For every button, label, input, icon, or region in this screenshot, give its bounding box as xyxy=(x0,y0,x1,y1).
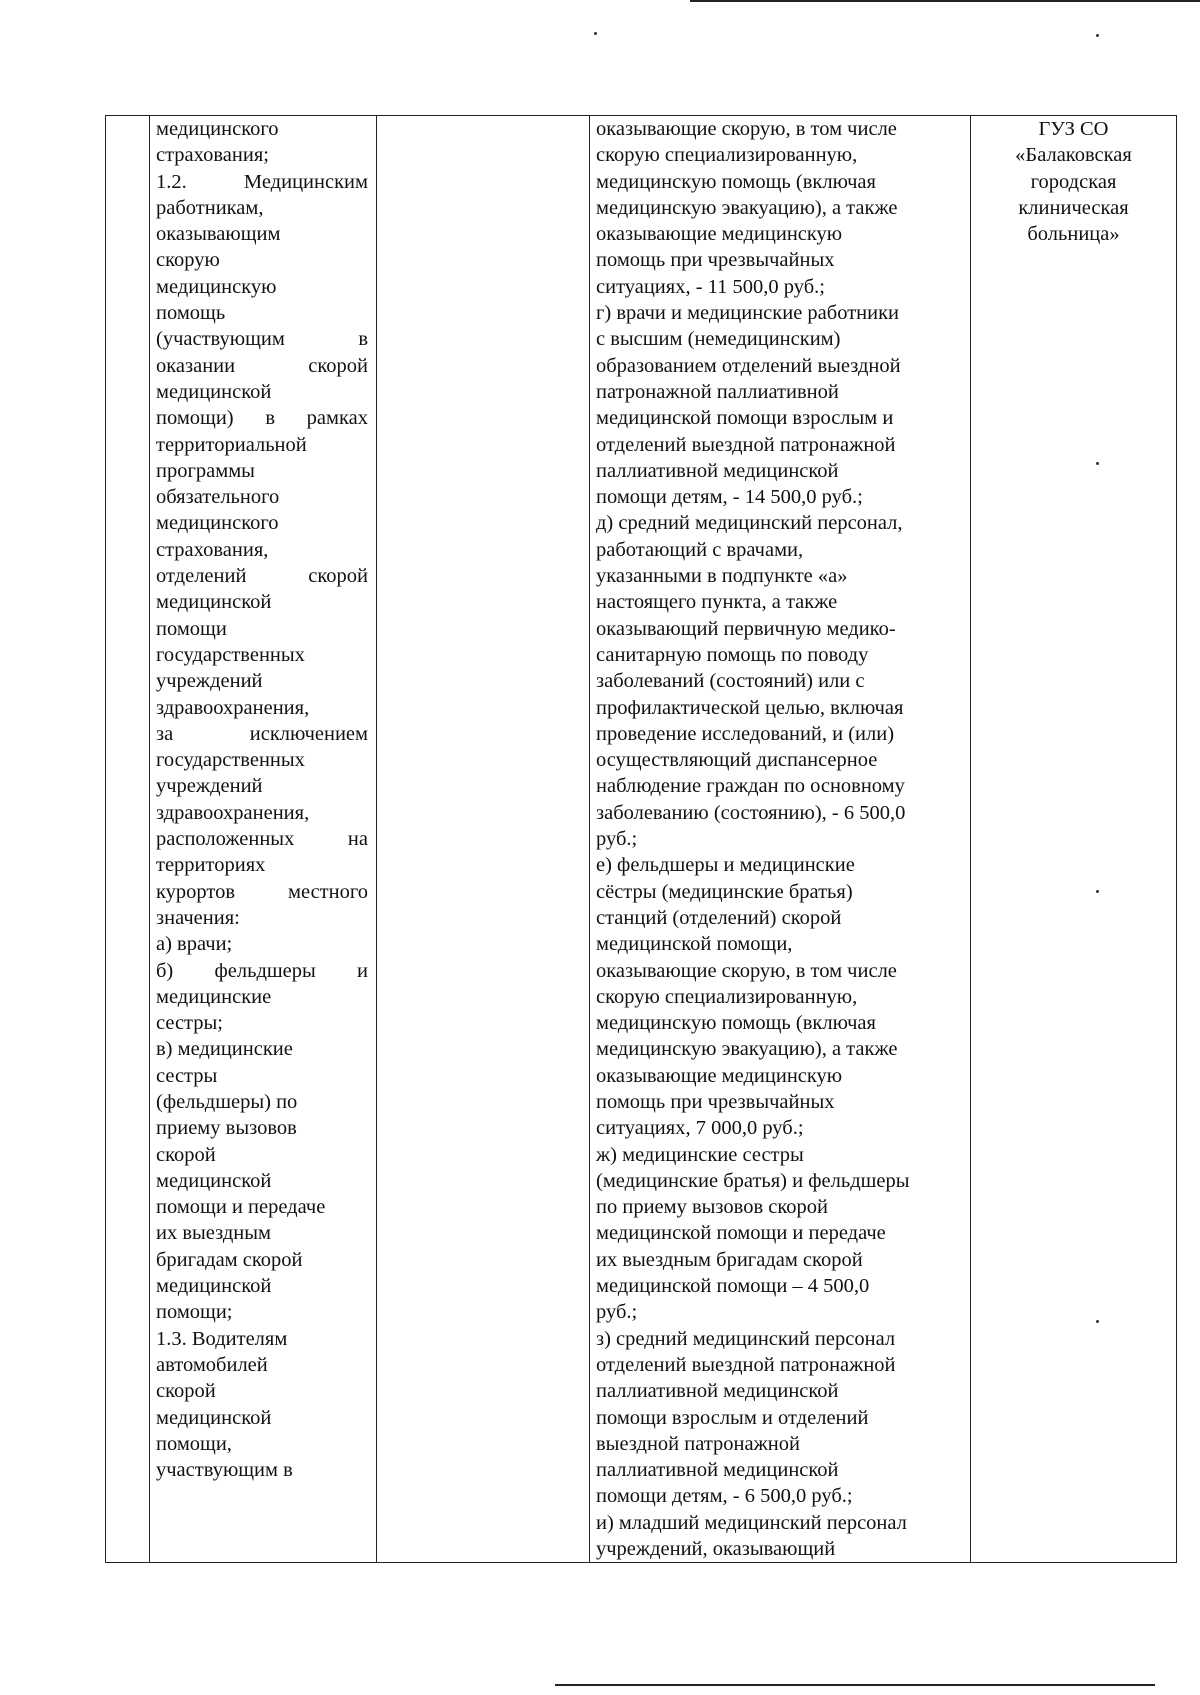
scan-artifact-bottom-line xyxy=(555,1684,1155,1686)
text-line: государственных xyxy=(156,749,305,772)
text-line: обязательного xyxy=(156,486,280,509)
text-word: местного xyxy=(287,880,368,903)
text-line: помощи детям, - 6 500,0 руб.; xyxy=(596,1485,853,1508)
text-line xyxy=(156,958,368,984)
text-line: ситуациях, 7 000,0 руб.; xyxy=(596,1117,804,1140)
text-line: значения: xyxy=(156,906,240,929)
text-line: медицинской помощи – 4 500,0 xyxy=(596,1275,870,1298)
text-line: их выездным бригадам скорой xyxy=(596,1248,863,1271)
text-line: сёстры (медицинские братья) xyxy=(596,880,853,903)
text-line: е) фельдшеры и медицинские xyxy=(596,854,855,877)
text-line: осуществляющий диспансерное xyxy=(596,749,878,772)
text-line: территориальной xyxy=(156,433,307,456)
text-line: настоящего пункта, а также xyxy=(596,591,838,614)
text-line: здравоохранения, xyxy=(156,801,310,824)
text-line: проведение исследований, и (или) xyxy=(596,722,895,745)
text-line: медицинской xyxy=(156,1275,272,1298)
organization-text xyxy=(971,116,1176,247)
table-cell-organization xyxy=(971,116,1177,1563)
text-word: помощи) xyxy=(156,407,234,430)
text-line: д) средний медицинский персонал, xyxy=(596,512,903,535)
table-cell-empty xyxy=(377,116,590,1563)
text-line: работающий с врачами, xyxy=(596,538,804,561)
text-line: з) средний медицинский персонал xyxy=(596,1327,896,1350)
text-line: медицинской помощи, xyxy=(596,933,793,956)
text-word: Медицинским xyxy=(243,170,368,193)
text-line: помощи детям, - 14 500,0 руб.; xyxy=(596,486,863,509)
text-line: санитарную помощь по поводу xyxy=(596,643,869,666)
text-line: медицинской xyxy=(156,1406,272,1429)
text-line: по приему вызовов скорой xyxy=(596,1196,828,1219)
text-line: скорой xyxy=(156,1143,216,1166)
text-line: (медицинские братья) и фельдшеры xyxy=(596,1169,910,1192)
text-word: в xyxy=(265,407,275,430)
text-line: г) врачи и медицинские работники xyxy=(596,302,900,325)
text-line xyxy=(156,563,368,589)
text-line: оказывающие медицинскую xyxy=(596,223,843,246)
text-line: выездной патронажной xyxy=(596,1432,800,1455)
text-line: наблюдение граждан по основному xyxy=(596,775,905,798)
text-line: заболеванию (состоянию), - 6 500,0 xyxy=(596,801,906,824)
text-line: медицинскую xyxy=(156,275,277,298)
text-word: расположенных xyxy=(156,828,295,851)
text-line: скорую специализированную, xyxy=(596,144,858,167)
text-line: с высшим (немедицинским) xyxy=(596,328,841,351)
recipients-text xyxy=(156,116,368,1483)
text-line: и) младший медицинский персонал xyxy=(596,1511,907,1534)
document-table xyxy=(105,115,1177,1563)
text-word: на xyxy=(347,828,368,851)
text-word: за xyxy=(156,722,174,745)
text-line: медицинской помощи взрослым и xyxy=(596,407,894,430)
text-line: приему вызовов xyxy=(156,1117,297,1140)
text-line: программы xyxy=(156,459,255,482)
text-line: ГУЗ СО xyxy=(1038,118,1109,140)
text-line: сестры xyxy=(156,1064,218,1087)
text-line: помощь при чрезвычайных xyxy=(596,249,835,272)
text-line: помощи, xyxy=(156,1432,232,1455)
text-line: скорую специализированную, xyxy=(596,985,858,1008)
text-line: учреждений xyxy=(156,670,263,693)
text-line: медицинскую эвакуацию), а также xyxy=(596,196,898,219)
text-line: оказывающие скорую, в том числе xyxy=(596,959,897,982)
text-word: б) xyxy=(156,959,174,982)
text-line: учреждений, оказывающий xyxy=(596,1538,836,1561)
text-word: отделений xyxy=(156,565,247,588)
text-line: патронажной паллиативной xyxy=(596,380,839,403)
text-line: руб.; xyxy=(596,1301,638,1324)
text-word: и xyxy=(357,959,368,982)
text-line: медицинской помощи и передаче xyxy=(596,1222,886,1245)
text-line: работникам, xyxy=(156,196,264,219)
text-line: станций (отделений) скорой xyxy=(596,906,842,929)
scan-artifact-top-line xyxy=(690,0,1200,2)
text-word: исключением xyxy=(249,722,368,745)
text-line: учреждений xyxy=(156,775,263,798)
text-line: паллиативной медицинской xyxy=(596,1380,839,1403)
text-line xyxy=(156,826,368,852)
text-line: медицинскую помощь (включая xyxy=(596,1012,876,1035)
text-line: оказывающим xyxy=(156,223,281,246)
text-line: медицинскую помощь (включая xyxy=(596,170,876,193)
text-word: курортов xyxy=(156,880,236,903)
text-line: скорую xyxy=(156,249,220,272)
payments-text xyxy=(596,116,964,1562)
text-line: помощи взрослым и отделений xyxy=(596,1406,869,1429)
text-line xyxy=(156,879,368,905)
text-word: фельдшеры xyxy=(214,959,316,982)
text-line: бригадам скорой xyxy=(156,1248,303,1271)
text-line: медицинскую эвакуацию), а также xyxy=(596,1038,898,1061)
text-line: государственных xyxy=(156,643,305,666)
text-line: скорой xyxy=(156,1380,216,1403)
text-line: помощь xyxy=(156,302,226,325)
text-line: оказывающие скорую, в том числе xyxy=(596,118,897,140)
text-line: (фельдшеры) по xyxy=(156,1090,298,1113)
text-line: паллиативной медицинской xyxy=(596,1459,839,1482)
text-line: ситуациях, - 11 500,0 руб.; xyxy=(596,275,825,298)
text-line: помощи и передаче xyxy=(156,1196,326,1219)
scan-speck xyxy=(594,32,597,35)
text-line: медицинской xyxy=(156,591,272,614)
text-word: оказании xyxy=(156,354,236,377)
text-line: ж) медицинские сестры xyxy=(596,1143,804,1166)
text-line: территориях xyxy=(156,854,266,877)
text-line: помощь при чрезвычайных xyxy=(596,1090,835,1113)
table-row xyxy=(106,116,1177,1563)
text-line xyxy=(156,405,368,431)
text-line: клиническая xyxy=(1018,196,1129,219)
table-cell-payments xyxy=(590,116,971,1563)
text-line xyxy=(156,326,368,352)
text-line: «Балаковская xyxy=(1015,144,1132,167)
text-line: помощи; xyxy=(156,1301,233,1324)
table-cell-recipients xyxy=(150,116,377,1563)
text-line xyxy=(156,353,368,379)
text-line: сестры; xyxy=(156,1012,223,1035)
text-line: городская xyxy=(1030,170,1117,193)
text-line: оказывающий первичную медико- xyxy=(596,617,896,640)
text-line: профилактической целью, включая xyxy=(596,696,904,719)
text-word: в xyxy=(358,328,368,351)
table-cell-number xyxy=(106,116,150,1563)
scan-speck xyxy=(1096,34,1099,37)
text-word: рамках xyxy=(306,407,368,430)
text-line: медицинские xyxy=(156,985,272,1008)
text-line: здравоохранения, xyxy=(156,696,310,719)
text-line: оказывающие медицинскую xyxy=(596,1064,843,1087)
text-line: медицинской xyxy=(156,380,272,403)
text-line: медицинского xyxy=(156,512,279,535)
text-word: скорой xyxy=(308,565,368,588)
text-line: 1.3. Водителям xyxy=(156,1327,288,1350)
text-line: указанными в подпункте «а» xyxy=(596,565,848,588)
text-line: в) медицинские xyxy=(156,1038,293,1061)
text-line: их выездным xyxy=(156,1222,272,1245)
text-line: медицинского xyxy=(156,118,279,140)
text-line: заболеваний (состояний) или с xyxy=(596,670,865,693)
text-line xyxy=(156,721,368,747)
text-line: паллиативной медицинской xyxy=(596,459,839,482)
text-line: автомобилей xyxy=(156,1353,268,1376)
text-line xyxy=(156,169,368,195)
text-line: страхования; xyxy=(156,144,269,167)
text-line: медицинской xyxy=(156,1169,272,1192)
text-line: помощи xyxy=(156,617,227,640)
text-line: отделений выездной патронажной xyxy=(596,433,896,456)
text-word: скорой xyxy=(308,354,368,377)
text-line: образованием отделений выездной xyxy=(596,354,901,377)
text-line: а) врачи; xyxy=(156,933,233,956)
text-line: отделений выездной патронажной xyxy=(596,1353,896,1376)
text-line: страхования, xyxy=(156,538,269,561)
text-line: больница» xyxy=(1027,223,1120,246)
text-line: руб.; xyxy=(596,828,638,851)
text-word: (участвующим xyxy=(156,328,285,351)
text-word: 1.2. xyxy=(156,170,187,193)
text-line: участвующим в xyxy=(156,1459,293,1482)
